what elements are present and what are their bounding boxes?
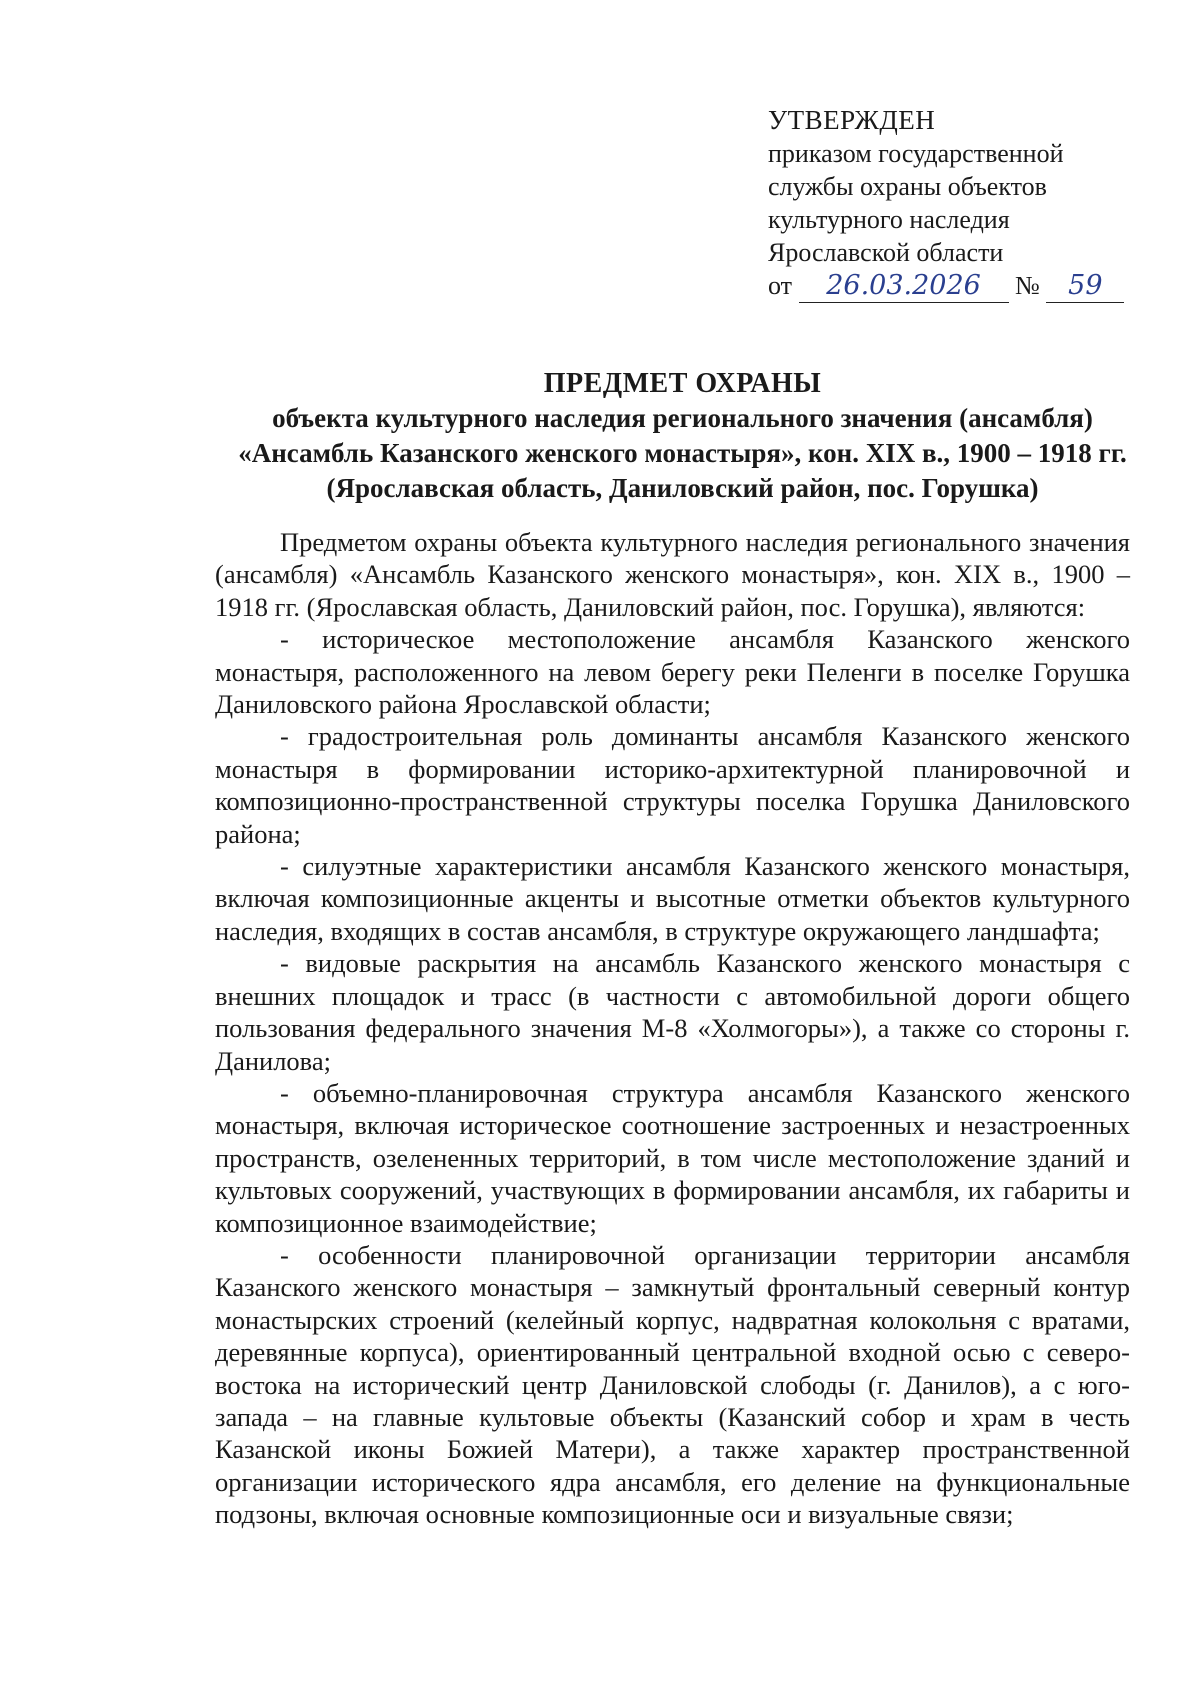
document-title: ПРЕДМЕТ ОХРАНЫ	[543, 368, 822, 399]
document-body	[215, 526, 1130, 1531]
handwritten-date: 26.03.2026	[799, 269, 1009, 303]
title-line: «Ансамбль Казанского женского монастыря», кон. XIX в., 1900 – 1918 гг.	[238, 438, 1127, 468]
title-line: объекта культурного наследия регионального значения (ансамбля)	[272, 403, 1093, 433]
approval-date-line	[768, 269, 1168, 303]
approval-stamp-block	[768, 104, 1168, 303]
approval-line: службы охраны объектов	[768, 172, 1047, 201]
list-item: - силуэтные характеристики ансамбля Казанского женского монастыря, включая композиционные акценты и высотные отметки объектов культурного наследия, входящих в состав ансамбля, в структуре окружающего ландшафта;	[215, 851, 1130, 946]
approval-line: культурного наследия	[768, 205, 1010, 234]
list-item: - градостроительная роль доминанты ансамбля Казанского женского монастыря в формировании историко-архитектурной планировочной и композиционно-пространственной структуры поселка Горушка Даниловского района;	[215, 721, 1130, 849]
approval-heading: УТВЕРЖДЕН	[768, 105, 936, 135]
list-item: - особенности планировочной организации территории ансамбля Казанского женского монастыря – замкнутый фронтальный северный контур монастырских строений (келейный корпус, надвратная колокольня с вратами, деревянные корпуса), ориентированный центральной входной осью с северо-востока на исторический центр Даниловской слободы (г. Данилов), а с юго-запада – на главные культовые объекты (Казанский собор и храм в честь Казанской иконы Божией Матери), а также характер пространственной организации исторического ядра ансамбля, его деление на функциональные подзоны, включая основные композиционные оси и визуальные связи;	[215, 1239, 1130, 1530]
intro-paragraph: Предметом охраны объекта культурного наследия регионального значения (ансамбля) «Ансамбль Казанского женского монастыря», кон. XIX в., 1900 – 1918 гг. (Ярославская область, Даниловский район, пос. Горушка), являются:	[215, 527, 1130, 622]
date-prefix: от	[768, 271, 793, 300]
number-label: №	[1015, 271, 1040, 300]
list-item: - объемно-планировочная структура ансамбля Казанского женского монастыря, включая историческое соотношение застроенных и незастроенных пространств, озелененных территорий, в том числе местоположение зданий и культовых сооружений, участвующих в формировании ансамбля, их габариты и композиционное взаимодействие;	[215, 1077, 1130, 1238]
title-line: (Ярославская область, Даниловский район, пос. Горушка)	[326, 473, 1039, 503]
approval-line: Ярославской области	[768, 238, 1004, 267]
document-title-block	[190, 366, 1175, 506]
list-item: - историческое местоположение ансамбля Казанского женского монастыря, расположенного на левом берегу реки Пеленги в поселке Горушка Даниловского района Ярославской области;	[215, 624, 1130, 720]
handwritten-number: 59	[1046, 269, 1124, 303]
approval-line: приказом государственной	[768, 139, 1064, 168]
list-item: - видовые раскрытия на ансамбль Казанского женского монастыря с внешних площадок и трасс (в частности с автомобильной дороги общего пользования федерального значения М-8 «Холмогоры»), а также со стороны г. Данилова;	[215, 948, 1130, 1076]
